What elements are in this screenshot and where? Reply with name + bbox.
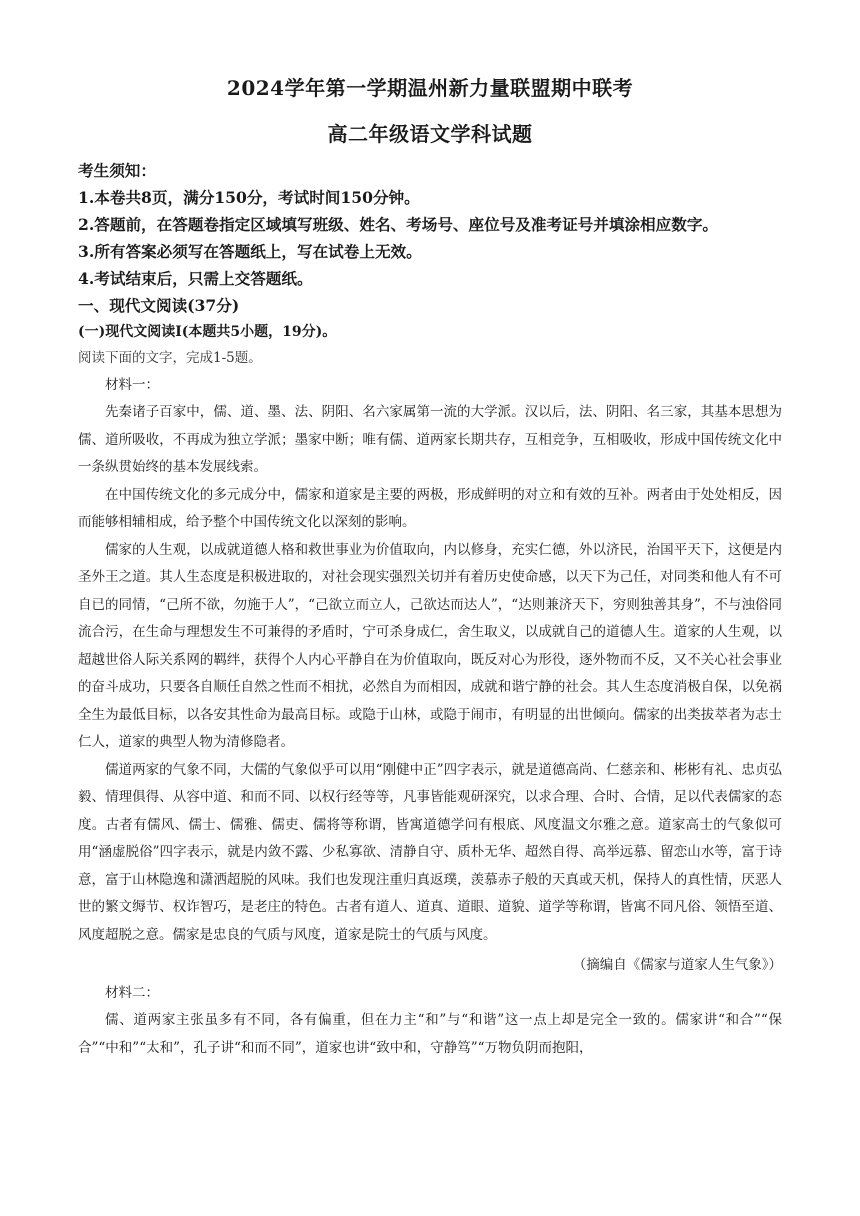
section-heading: 一、现代文阅读(37分) (78, 296, 240, 315)
material-two (78, 979, 782, 1062)
material-two-label: 材料二： (105, 985, 159, 1001)
candidate-notice (78, 157, 782, 292)
material-one-label: 材料一： (105, 377, 159, 393)
material-one (78, 371, 782, 979)
material-one-paragraph-1: 先秦诸子百家中，儒、道、墨、法、阴阳、名六家属第一流的大学派。汉以后，法、阴阳、名三家，其基本思想为儒、道所吸收，不再成为独立学派；墨家中断；唯有儒、道两家长期共存，互相竞争，互相吸收，形成中国传统文化中一条纵贯始终的基本发展线索。 (78, 404, 782, 475)
subsection-heading: (一)现代文阅读Ⅰ(本题共5小题，19分)。 (78, 324, 337, 340)
notice-heading: 考生须知： (78, 161, 156, 180)
notice-item-4: 4.考试结束后，只需上交答题纸。 (78, 269, 313, 288)
notice-item-2: 2.答题前，在答题卷指定区域填写班级、姓名、考场号、座位号及准考证号并填涂相应数字。 (78, 215, 719, 234)
exam-title: 2024学年第一学期温州新力量联盟期中联考 (226, 76, 634, 100)
exam-subtitle: 高二年级语文学科试题 (327, 122, 533, 146)
material-one-paragraph-4: 儒道两家的气象不同，大儒的气象似乎可以用“刚健中正”四字表示，就是道德高尚、仁慈亲和、彬彬有礼、忠贞弘毅、情理俱得、从容中道、和而不同、以权行经等等，凡事皆能观研深究，以求合理、合时、合情，足以代表儒家的态度。古者有儒风、儒士、儒雅、儒吏、儒将等称谓，皆寓道德学问有根底、风度温文尔雅之意。道家高士的气象似可用“涵虚脱俗”四字表示，就是内敛不露、少私寡欲、清静自守、质朴无华、超然自得、高举远慕、留恋山水等，富于诗意，富于山林隐逸和潇洒超脱的风味。我们也发现注重归真返璞，羡慕赤子般的天真或天机，保持人的真性情，厌恶人世的繁文缛节、权诈智巧，是老庄的特色。古者有道人、道真、道眼、道貌、道学等称谓，皆寓不同凡俗、领悟至道、风度超脱之意。儒家是忠良的气质与风度，道家是院士的气质与风度。 (78, 761, 782, 943)
material-one-paragraph-3: 儒家的人生观，以成就道德人格和救世事业为价值取向，内以修身，充实仁德，外以济民，治国平天下，这便是内圣外王之道。其人生态度是积极进取的，对社会现实强烈关切并有着历史使命感，以天下为己任，对同类和他人有不可自已的同情，“己所不欲，勿施于人”，“己欲立而立人，己欲达而达人”，“达则兼济天下，穷则独善其身”，不与浊俗同流合污，在生命与理想发生不可兼得的矛盾时，宁可杀身成仁，舍生取义，以成就自己的道德人生。道家的人生观，以超越世俗人际关系网的羁绊，获得个人内心平静自在为价值取向，既反对心为形役，逐外物而不反，又不关心社会事业的奋斗成功，只要各自顺任自然之性而不相扰，必然自为而相因，成就和谐宁静的社会。其人生态度消极自保，以免祸全生为最低目标，以各安其性命为最高目标。或隐于山林，或隐于闹市，有明显的出世倾向。儒家的出类拔萃者为志士仁人，道家的典型人物为清修隐者。 (78, 541, 782, 750)
notice-item-1: 1.本卷共8页，满分150分，考试时间150分钟。 (78, 188, 420, 207)
notice-item-3: 3.所有答案必须写在答题纸上，写在试卷上无效。 (78, 242, 422, 261)
material-one-paragraph-2: 在中国传统文化的多元成分中，儒家和道家是主要的两极，形成鲜明的对立和有效的互补。两者由于处处相反，因而能够相辅相成，给予整个中国传统文化以深刻的影响。 (78, 486, 782, 530)
reading-instruction: 阅读下面的文字，完成1-5题。 (78, 350, 262, 366)
material-two-paragraph-1: 儒、道两家主张虽多有不同，各有偏重，但在力主“和”与“和谐”这一点上却是完全一致的。儒家讲“和合”“保合”“中和”“太和”，孔子讲“和而不同”，道家也讲“致中和，守静笃”“万物负阴而抱阳， (78, 1012, 782, 1056)
material-one-source: （摘编自《儒家与道家人生气象》） (572, 957, 782, 973)
exam-page (78, 72, 782, 1062)
